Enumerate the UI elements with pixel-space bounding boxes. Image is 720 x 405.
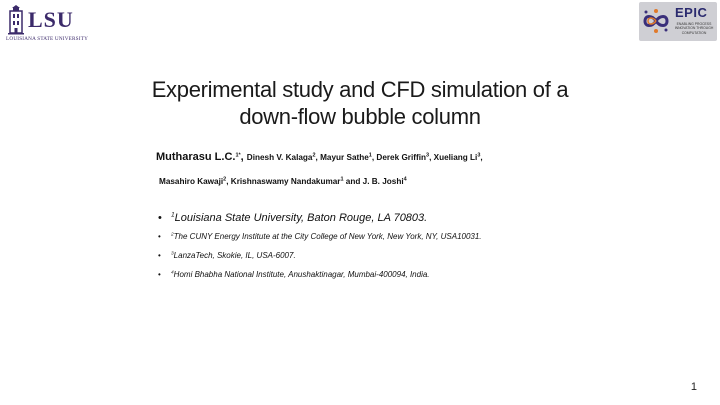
author-name: Mayur Sathe: [320, 153, 369, 162]
author-sup: 3: [477, 152, 481, 159]
epic-tagline: ENABLING PROCESS INNOVATION THROUGH COMPUTATION: [674, 22, 714, 35]
author-name: J. B. Joshi: [362, 177, 404, 186]
epic-wordmark: EPIC: [675, 5, 708, 20]
affiliation-sup: 2: [171, 232, 174, 238]
author-sup: 3: [426, 152, 430, 159]
affiliation-sup: 4: [171, 270, 174, 276]
affiliation-item: [158, 270, 482, 279]
lead-author-name: Mutharasu L.C.: [156, 151, 236, 163]
affiliation-text: Homi Bhabha National Institute, Anushaktinagar, Mumbai-400094, India.: [173, 270, 430, 279]
author-sup: 4: [403, 176, 407, 183]
bullet-icon: •: [158, 251, 161, 260]
title-line-2: down-flow bubble column: [239, 104, 481, 129]
affiliation-sup: 3: [171, 251, 174, 257]
bullet-icon: •: [158, 232, 161, 241]
affiliation-text: LanzaTech, Skokie, IL, USA-6007.: [173, 251, 296, 260]
author-name: Masahiro Kawaji: [159, 177, 224, 186]
lsu-subtitle: LOUISIANA STATE UNIVERSITY: [6, 36, 89, 42]
affiliation-text: Louisiana State University, Baton Rouge, LA 70803.: [174, 212, 428, 224]
affiliation-list: [158, 212, 482, 279]
author-sup: 1: [368, 152, 372, 159]
lsu-logo: [6, 5, 89, 45]
author-name: Dinesh V. Kalaga: [246, 153, 313, 162]
title-line-1: Experimental study and CFD simulation of a: [151, 77, 569, 102]
author-list-row-1: Mutharasu L.C.$^{1*}$, Dinesh V. Kalaga$^2$, Mayur Sathe$^1$, Derek Griffin$^3$, Xueliang Li$^3$,: [156, 151, 483, 163]
affiliation-item: [158, 232, 482, 241]
author-sup: 2: [312, 152, 316, 159]
author-list-row-2: Masahiro Kawaji$^2$, Krishnaswamy Nandakumar$^1$ and J. B. Joshi$^4$: [159, 176, 407, 186]
bullet-icon: •: [158, 212, 162, 224]
affiliation-item: [158, 212, 482, 224]
bullet-icon: •: [158, 270, 161, 279]
lsu-tower-icon: [6, 5, 26, 35]
author-name: Krishnaswamy Nandakumar: [230, 177, 341, 186]
author-sup: 1: [340, 176, 344, 183]
lsu-wordmark: LSU: [28, 7, 74, 32]
author-name: Derek Griffin: [376, 153, 426, 162]
page-number: 1: [690, 381, 697, 393]
affiliation-text: The CUNY Energy Institute at the City College of New York, New York, NY, USA10031.: [173, 232, 482, 241]
affiliation-item: [158, 251, 482, 260]
author-name: Xueliang Li: [433, 153, 478, 162]
author-sup: 2: [223, 176, 227, 183]
epic-logo: [639, 2, 717, 41]
epic-infinity-icon: [641, 6, 671, 36]
slide-title: [0, 76, 720, 130]
lead-author-sup: 1*: [235, 152, 241, 159]
affiliation-sup: 1: [171, 211, 175, 219]
